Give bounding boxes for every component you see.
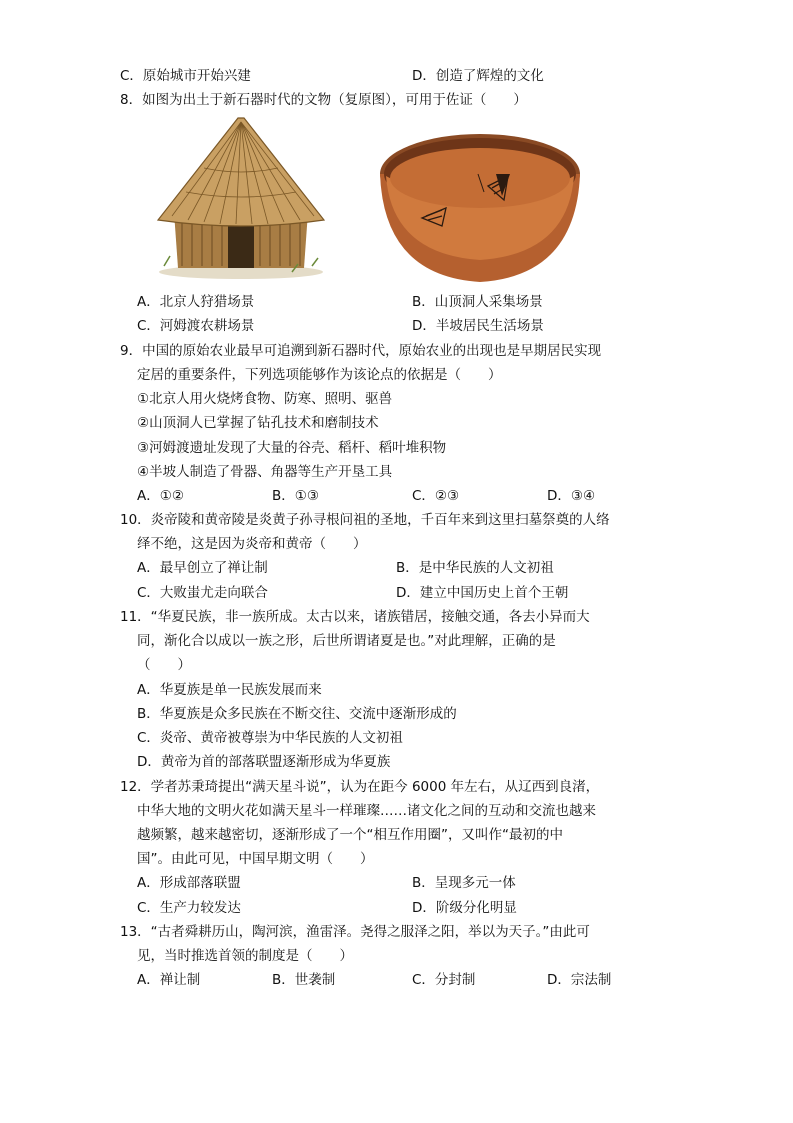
thatched-hut-image [152, 116, 330, 280]
q11-option-a: A．华夏族是单一民族发展而来 [137, 682, 322, 698]
q12-stem-line-1: 12．学者苏秉琦提出“满天星斗说”，认为在距今 6000 年左右，从辽西到良渚， [120, 779, 600, 795]
q13-stem-line-1: 13．“古者舜耕历山，陶河滨，渔雷泽。尧得之服泽之阳，举以为天子。”由此可 [120, 924, 590, 940]
q9-stem-line-1: 9．中国的原始农业最早可追溯到新石器时代，原始农业的出现也是早期居民实现 [120, 343, 602, 359]
q12-option-d: D．阶级分化明显 [412, 900, 517, 916]
q7-option-d: D．创造了辉煌的文化 [412, 68, 544, 84]
q10-option-c: C．大败蚩尤走向联合 [137, 585, 268, 601]
q8-option-a: A．北京人狩猎场景 [137, 294, 255, 310]
q9-stem-line-2: 定居的重要条件，下列选项能够作为该论点的依据是（ ） [137, 367, 502, 383]
q7-option-c: C．原始城市开始兴建 [120, 68, 251, 84]
q10-option-b: B．是中华民族的人文初祖 [396, 560, 554, 576]
q9-option-d: D．③④ [547, 488, 596, 504]
q8-option-d: D．半坡居民生活场景 [412, 318, 544, 334]
q11-option-d: D．黄帝为首的部落联盟逐渐形成为华夏族 [137, 754, 391, 770]
q9-option-c: C．②③ [412, 488, 460, 504]
q10-option-a: A．最早创立了禅让制 [137, 560, 268, 576]
q9-statement-1: ①北京人用火烧烤食物、防寒、照明、驱兽 [137, 391, 393, 407]
q13-option-b: B．世袭制 [272, 972, 336, 988]
q12-option-b: B．呈现多元一体 [412, 875, 516, 891]
q9-option-a: A．①② [137, 488, 184, 504]
q12-option-c: C．生产力较发达 [137, 900, 241, 916]
q10-stem-line-2: 绎不绝，这是因为炎帝和黄帝（ ） [137, 536, 367, 552]
q9-option-b: B．①③ [272, 488, 319, 504]
q13-option-a: A．禅让制 [137, 972, 201, 988]
q11-option-c: C．炎帝、黄帝被尊崇为中华民族的人文初祖 [137, 730, 403, 746]
q8-option-b: B．山顶洞人采集场景 [412, 294, 543, 310]
q11-stem-line-1: 11．“华夏民族，非一族所成。太古以来，诸族错居，接触交通，各去小异而大 [120, 609, 590, 625]
q12-stem-line-2: 中华大地的文明火花如满天星斗一样璀璨……诸文化之间的互动和交流也越来 [137, 803, 596, 819]
q8-option-c: C．河姆渡农耕场景 [137, 318, 255, 334]
q13-stem-line-2: 见，当时推选首领的制度是（ ） [137, 948, 353, 964]
q13-option-c: C．分封制 [412, 972, 476, 988]
q11-stem-line-2: 同，渐化合以成以一族之形，后世所谓诸夏是也。”对此理解，正确的是 [137, 633, 556, 649]
q10-option-d: D．建立中国历史上首个王朝 [396, 585, 569, 601]
painted-pottery-basin-image [378, 126, 582, 284]
q13-option-d: D．宗法制 [547, 972, 612, 988]
q12-stem-line-4: 国”。由此可见，中国早期文明（ ） [137, 851, 374, 867]
q8-stem: 8．如图为出土于新石器时代的文物（复原图），可用于佐证（ ） [120, 92, 527, 108]
q12-option-a: A．形成部落联盟 [137, 875, 241, 891]
q10-stem-line-1: 10．炎帝陵和黄帝陵是炎黄子孙寻根问祖的圣地，千百年来到这里扫墓祭奠的人络 [120, 512, 610, 528]
q9-statement-3: ③河姆渡遗址发现了大量的谷壳、稻杆、稻叶堆积物 [137, 440, 447, 456]
q12-stem-line-3: 越频繁，越来越密切，逐渐形成了一个“相互作用圈”，又叫作“最初的中 [137, 827, 563, 843]
q11-option-b: B．华夏族是众多民族在不断交往、交流中逐渐形成的 [137, 706, 457, 722]
q11-stem-line-3: （ ） [137, 657, 191, 673]
q9-statement-2: ②山顶洞人已掌握了钻孔技术和磨制技术 [137, 415, 379, 431]
q9-statement-4: ④半坡人制造了骨器、角器等生产开垦工具 [137, 464, 393, 480]
